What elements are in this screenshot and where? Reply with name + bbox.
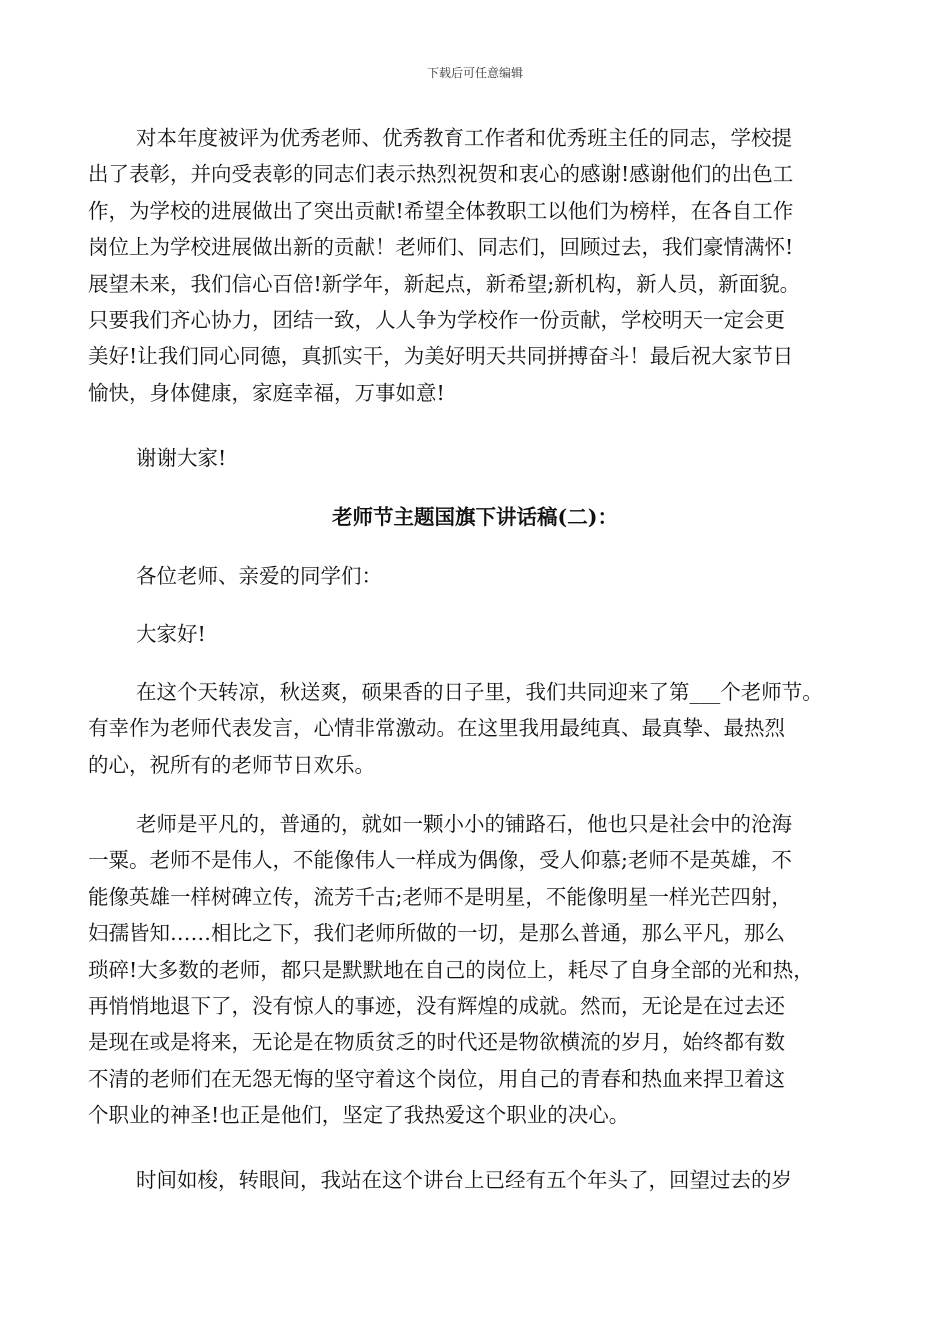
text-line: 在这个天转凉，秋送爽，硕果香的日子里，我们共同迎来了第___个老师节。 [136,680,823,704]
text-line: 老师是平凡的，普通的，就如一颗小小的铺路石，他也只是社会中的沧海 [136,812,792,836]
paragraph-salutation [88,558,382,594]
text-line: 美好!让我们同心同德，真抓实干，为美好明天共同拼搏奋斗！最后祝大家节日 [88,344,794,369]
text-line: 大家好! [136,622,206,646]
page-header: 下载后可任意编辑 [426,66,523,80]
text-line: 出了表彰，并向受表彰的同志们表示热烈祝贺和衷心的感谢!感谢他们的出色工 [88,162,794,187]
paragraph-thanks [88,440,226,476]
paragraph-teachers-ordinary [88,806,814,1134]
section-title: 老师节主题国旗下讲话稿(二)： [332,505,618,529]
paragraph-greeting [88,616,206,652]
text-line: 一粟。老师不是伟人，不能像伟人一样成为偶像，受人仰慕;老师不是英雄，不 [88,848,792,873]
paragraph-time-flies [88,1162,792,1198]
text-line: 各位老师、亲爱的同学们： [136,564,382,588]
text-line: 谢谢大家! [136,446,227,470]
text-line: 能像英雄一样树碑立传，流芳千古;老师不是明星，不能像明星一样光芒四射， [88,884,792,909]
text-line: 再悄悄地退下了，没有惊人的事迹，没有辉煌的成就。然而，无论是在过去还 [88,994,785,1019]
text-line: 是现在或是将来，无论是在物质贫乏的时代还是物欲横流的岁月，始终都有数 [88,1030,785,1055]
text-line: 时间如梭，转眼间，我站在这个讲台上已经有五个年头了，回望过去的岁 [136,1168,792,1192]
text-line: 愉快，身体健康，家庭幸福，万事如意! [88,380,445,405]
text-line: 妇孺皆知……相比之下，我们老师所做的一切，是那么普通，那么平凡，那么 [88,921,785,946]
text-line: 的心，祝所有的老师节日欢乐。 [88,752,375,777]
text-line: 不清的老师们在无怨无悔的坚守着这个岗位，用自己的青春和热血来捍卫着这 [88,1066,785,1091]
text-line: 岗位上为学校进展做出新的贡献！老师们、同志们，回顾过去，我们豪情满怀! [88,235,794,260]
text-line: 对本年度被评为优秀老师、优秀教育工作者和优秀班主任的同志，学校提 [136,126,792,150]
text-line: 作，为学校的进展做出了突出贡献!希望全体教职工以他们为榜样，在各自工作 [88,198,794,223]
paragraph-teachers-day [88,674,823,783]
text-line: 个职业的神圣!也正是他们，坚定了我热爱这个职业的决心。 [88,1103,630,1128]
text-line: 有幸作为老师代表发言，心情非常激动。在这里我用最纯真、最真挚、最热烈 [88,716,785,741]
text-line: 展望未来，我们信心百倍!新学年，新起点，新希望;新机构，新人员，新面貌。 [88,271,801,296]
paragraph-awards [88,120,800,411]
text-line: 只要我们齐心协力，团结一致，人人争为学校作一份贡献，学校明天一定会更 [88,308,785,333]
text-line: 琐碎!大多数的老师，都只是默默地在自己的岗位上，耗尽了自身全部的光和热， [88,957,814,982]
